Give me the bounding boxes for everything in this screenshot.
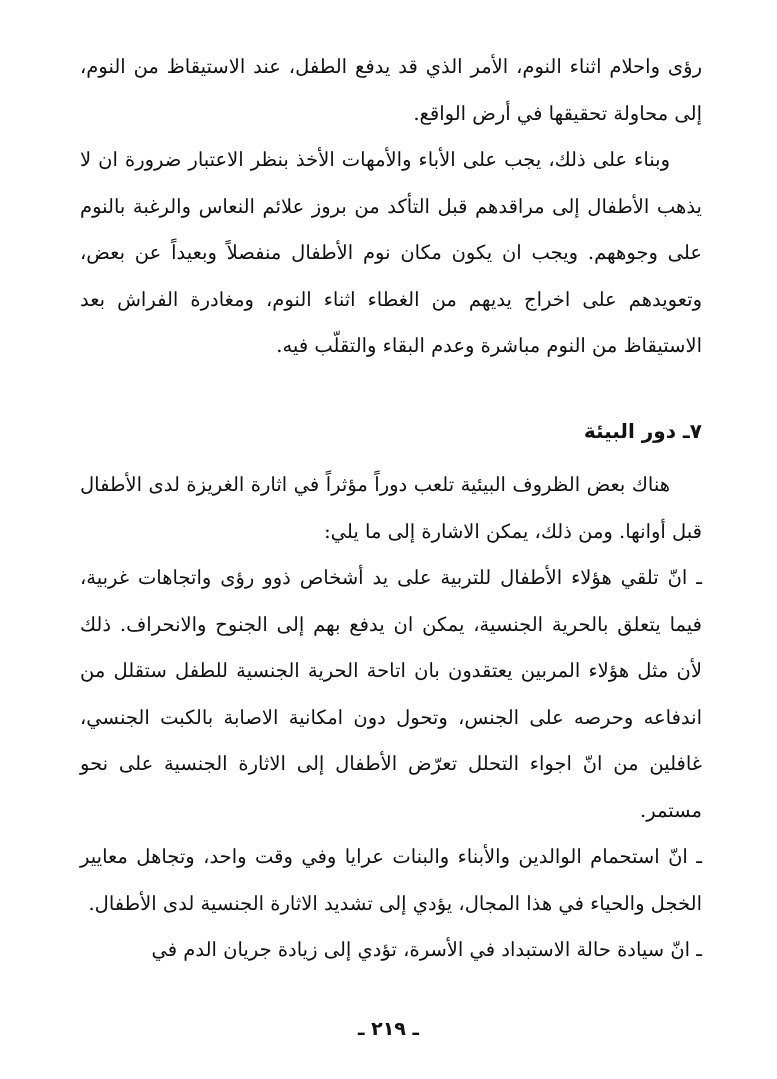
paragraph-item-bathing: ـ انّ استحمام الوالدين والأبناء والبنات عرايا وفي وقت واحد، وتجاهل معايير الخجل والحياء في هذا المجال، يؤدي إلى تشديد الاثارة الجنسية لدى الأطفال. (80, 845, 702, 915)
paragraph-item-upbringing: ـ انّ تلقي هؤلاء الأطفال للتربية على يد أشخاص ذوو رؤى واتجاهات غربية، فيما يتعلق بالحرية الجنسية، يمكن ان يدفع بهم إلى الجنوح والانحراف. ذلك لأن مثل هؤلاء المربين يعتقدون بان اتاحة الحرية الجنسية للطفل ستقلل من اندفاعه وحرصه على الجنس، وتحول دون امكانية الاصابة بالكبت الجنسي، غافلين من انّ اجواء التحلل تعرّض الأطفال إلى الاثارة الجنسية على نحو مستمر. (80, 566, 703, 822)
paragraph-environment-intro: هناك بعض الظروف البيئية تلعب دوراً مؤثراً في اثارة الغريزة لدى الأطفال قبل أوانها. ومن ذلك، يمكن الاشارة إلى ما يلي: (80, 473, 702, 543)
page-number: ـ ٢١٩ ـ (357, 1018, 419, 1040)
section-heading: ٧ـ دور البيئة (583, 418, 702, 443)
body-text (80, 44, 702, 974)
paragraph-bedtime-advice: وبناء على ذلك، يجب على الأباء والأمهات الأخذ بنظر الاعتبار ضرورة ان لا يذهب الأطفال إلى مراقدهم قبل التأكد من بروز علائم النعاس والرغبة بالنوم على وجوههم. ويجب ان يكون مكان نوم الأطفال منفصلاً وبعيداً عن بعض، وتعويدهم على اخراج يديهم من الغطاء اثناء النوم، ومغادرة الفراش بعد الاستيقاظ من النوم مباشرة وعدم البقاء والتقلّب فيه. (80, 148, 702, 357)
paragraph-continuation: رؤى واحلام اثناء النوم، الأمر الذي قد يدفع الطفل، عند الاستيقاظ من النوم، إلى محاولة تحقيقها في أرض الواقع. (80, 55, 702, 125)
paragraph-item-despotism: ـ انّ سيادة حالة الاستبداد في الأسرة، تؤدي إلى زيادة جريان الدم في (151, 938, 702, 961)
